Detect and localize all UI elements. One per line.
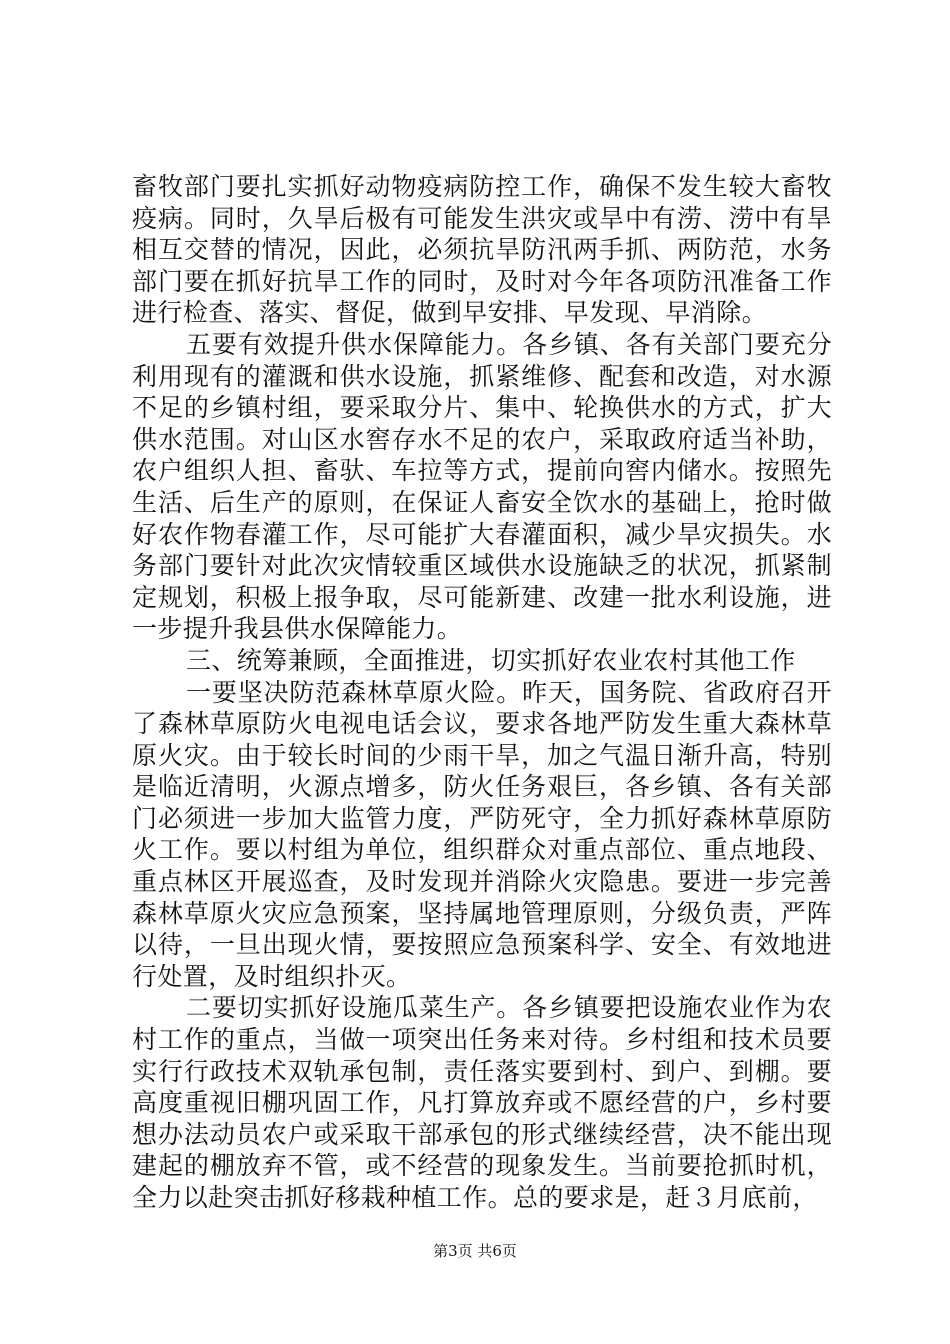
paragraph-1: 畜牧部门要扎实抓好动物疫病防控工作，确保不发生较大畜牧疫病。同时，久旱后极有可能发生洪灾或旱中有涝、涝中有旱相互交替的情况，因此，必须抗旱防汛两手抓、两防范，水务部门要在抓好抗旱工作的同时，及时对今年各项防汛准备工作进行检查、落实、督促，做到早安排、早发现、早消除。 <box>132 172 832 328</box>
page-number: 第3页 共6页 <box>433 1242 517 1260</box>
page-footer <box>0 1241 950 1261</box>
section-heading: 三、统筹兼顾，全面推进，切实抓好农业农村其他工作 <box>186 645 796 675</box>
document-body <box>132 171 832 1214</box>
paragraph-4: 二要切实抓好设施瓜菜生产。各乡镇要把设施农业作为农村工作的重点，当做一项突出任务来对待。乡村组和技术员要实行行政技术双轨承包制，责任落实要到村、到户、到棚。要高度重视旧棚巩固工作，凡打算放弃或不愿经营的户，乡村要想办法动员农户或采取干部承包的形式继续经营，决不能出现建起的棚放弃不管，或不经营的现象发生。当前要抢抓时机，全力以赴突击抓好移栽种植工作。总的要求是，赶３月底前， <box>132 993 832 1212</box>
paragraph-3: 一要坚决防范森林草原火险。昨天，国务院、省政府召开了森林草原防火电视电话会议，要求各地严防发生重大森林草原火灾。由于较长时间的少雨干旱，加之气温日渐升高，特别是临近清明，火源点增多，防火任务艰巨，各乡镇、各有关部门必须进一步加大监管力度，严防死守，全力抓好森林草原防火工作。要以村组为单位，组织群众对重点部位、重点地段、重点林区开展巡查，及时发现并消除火灾隐患。要进一步完善森林草原火灾应急预案，坚持属地管理原则，分级负责，严阵以待，一旦出现火情，要按照应急预案科学、安全、有效地进行处置，及时组织扑灭。 <box>132 677 832 991</box>
paragraph-2: 五要有效提升供水保障能力。各乡镇、各有关部门要充分利用现有的灌溉和供水设施，抓紧维修、配套和改造，对水源不足的乡镇村组，要采取分片、集中、轮换供水的方式，扩大供水范围。对山区水窖存水不足的农户，采取政府适当补助，农户组织人担、畜驮、车拉等方式，提前向窖内储水。按照先生活、后生产的原则，在保证人畜安全饮水的基础上，抢时做好农作物春灌工作，尽可能扩大春灌面积，减少旱灾损失。水务部门要针对此次灾情较重区域供水设施缺乏的状况，抓紧制定规划，积极上报争取，尽可能新建、改建一批水利设施，进一步提升我县供水保障能力。 <box>132 329 832 644</box>
